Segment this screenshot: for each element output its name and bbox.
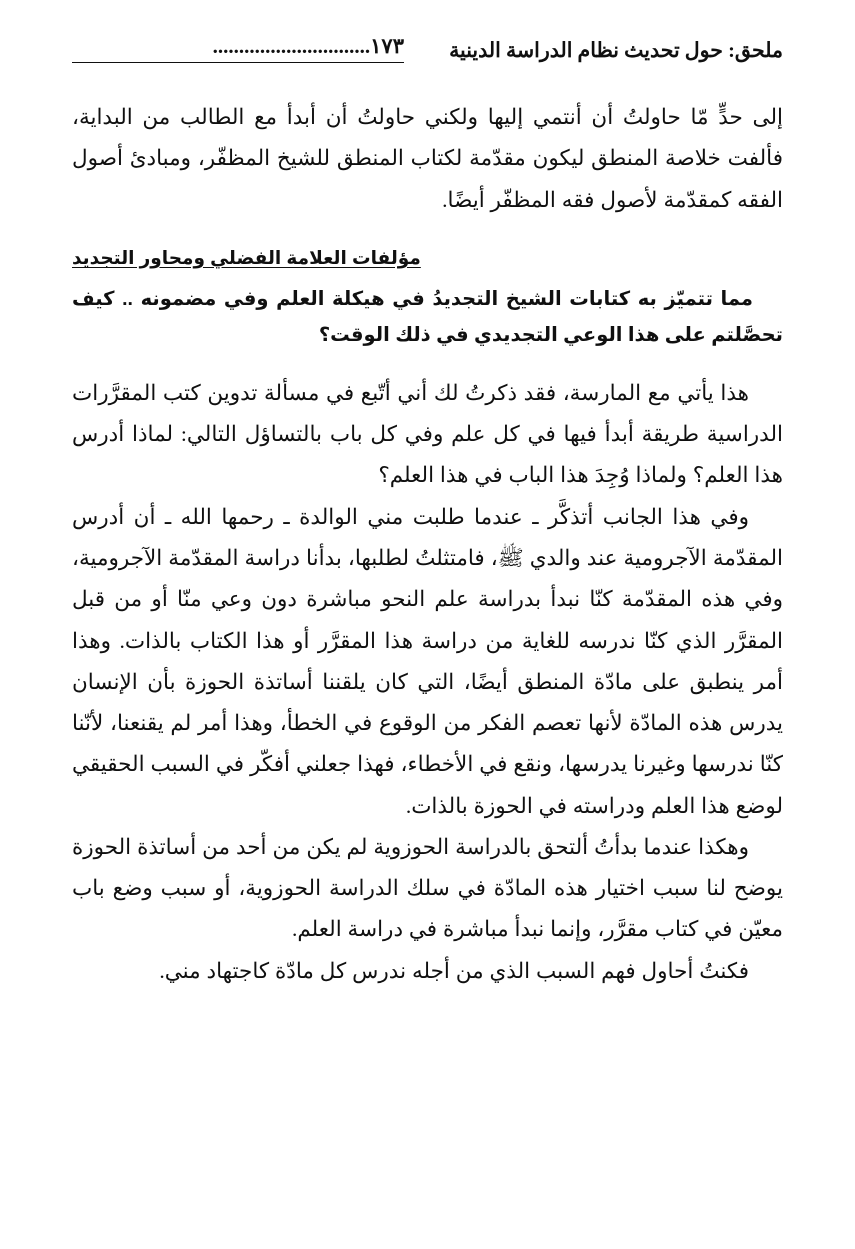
question-1: مما تتميّز به كتابات الشيخ التجديدُ في هيكلة العلم وفي مضمونه .. كيف تحصَّلتم على هذا الوعي التجديدي في ذلك الوقت؟	[72, 287, 783, 346]
header-page-number-block	[72, 34, 404, 63]
spacer	[72, 357, 783, 373]
header-rule	[72, 62, 404, 63]
page-content	[72, 97, 783, 992]
paragraph-1: إلى حدٍّ مّا حاولتُ أن أنتمي إليها ولكني حاولتُ أن أبدأ مع الطالب من البداية، فألفت خلاصة المنطق ليكون مقدّمة لكتاب المنطق للشيخ المظفّر، ومبادئ أصول الفقه كمقدّمة لأصول فقه المظفّر أيضًا.	[72, 105, 783, 212]
paragraph-5: فكنتُ أحاول فهم السبب الذي من أجله ندرس كل مادّة كاجتهاد مني.	[159, 958, 749, 983]
page-number	[213, 34, 404, 59]
paragraph-4: وهكذا عندما بدأتُ ألتحق بالدراسة الحوزوية لم يكن من أحد من أساتذة الحوزة يوضح لنا سبب اختيار هذه المادّة في سلك الدراسة الحوزوية، أو سبب وضع باب معيّن في كتاب مقرَّر، وإنما نبدأ مباشرة في دراسة العلم.	[72, 834, 783, 942]
paragraph-2: هذا يأتي مع المارسة، فقد ذكرتُ لك أني أتّبع في مسألة تدوين كتب المقرَّرات الدراسية طريقة أبدأ فيها في كل علم وفي كل باب بالتساؤل التالي: لماذا أدرس هذا العلم؟ ولماذا وُجِدَ هذا الباب في هذا العلم؟	[72, 380, 783, 488]
header-dots: ..............................	[212, 34, 371, 58]
header-title: ملحق: حول تحديث نظام الدراسة الدينية	[449, 40, 783, 62]
page-number-value: ١٧٣	[370, 34, 404, 58]
section-heading: مؤلفات العلامة الفضلي ومحاور التجديد	[72, 246, 421, 268]
paragraph-3: وفي هذا الجانب أتذكَّر ـ عندما طلبت مني الوالدة ـ رحمها الله ـ أن أدرس المقدّمة الآجرومية عند والدي ﷺ، فامتثلتُ لطلبها، بدأنا دراسة المقدّمة الآجرومية، وفي هذه المقدّمة كنّا نبدأ بدراسة علم النحو مباشرة دون وعي منّا أو من قبل المقرَّر الذي كنّا ندرسه للغاية من دراسة هذا المقرَّر أو هذا الكتاب بالذات. وهذا أمر ينطبق على مادّة المنطق أيضًا، التي كان يلقننا أساتذة الحوزة بأن الإنسان يدرس هذه المادّة لأنها تعصم الفكر من الوقوع في الخطأ، وهذا أمر لم يقنعنا، لأنّنا كنّا ندرسها وغيرنا يدرسها، ونقع في الأخطاء، فهذا جعلني أفكّر في السبب الحقيقي لوضع هذا العلم ودراسته في الحوزة بالذات.	[72, 504, 783, 818]
page-header	[72, 34, 783, 63]
